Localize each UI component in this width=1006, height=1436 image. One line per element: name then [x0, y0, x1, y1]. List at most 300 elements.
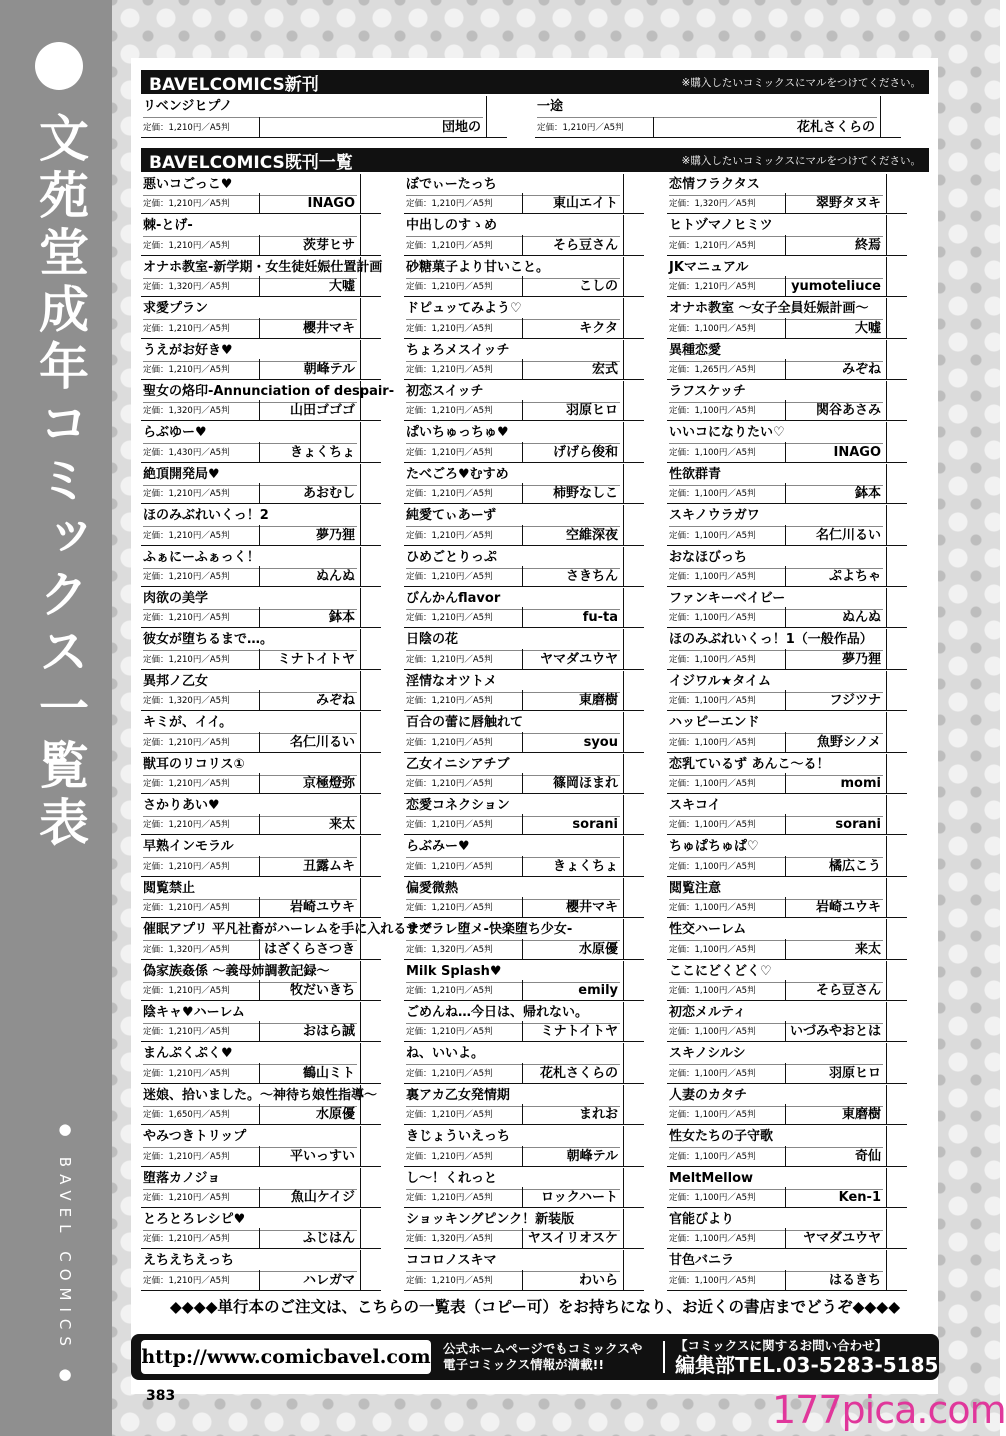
mark-box[interactable] [886, 671, 909, 710]
book-entry [667, 1209, 907, 1249]
book-author: 翠野タヌキ [815, 196, 881, 212]
book-title: 百合の蕾に唇触れて [406, 713, 620, 734]
mark-box[interactable] [360, 795, 383, 834]
price-divider [785, 732, 786, 752]
book-entry [141, 257, 381, 297]
book-entry [141, 878, 381, 918]
book-entry [141, 1168, 381, 1208]
mark-box[interactable] [360, 588, 383, 627]
book-author: いづみやおとは [789, 1024, 881, 1040]
mark-box[interactable] [360, 836, 383, 875]
book-price: 定価：1,265円／A5判 [669, 364, 756, 375]
book-entry [404, 629, 644, 669]
price-divider [259, 690, 260, 710]
list-section-header [141, 148, 929, 172]
book-entry [404, 1085, 644, 1125]
book-entry [404, 919, 644, 959]
book-author: momi [840, 775, 881, 791]
book-entry [404, 1168, 644, 1208]
price-divider [785, 1104, 786, 1124]
book-author: ハレガマ [302, 1272, 355, 1288]
mark-box[interactable] [360, 878, 383, 917]
book-price: 定価：1,210円／A5判 [669, 282, 756, 293]
mark-box[interactable] [360, 257, 383, 296]
book-price: 定価：1,210円／A5判 [406, 1151, 493, 1162]
mark-box[interactable] [623, 1209, 646, 1248]
mark-box[interactable] [623, 671, 646, 710]
book-title: 中出しのすゝめ [406, 216, 620, 237]
price-divider [522, 980, 523, 1000]
mark-box[interactable] [360, 174, 383, 213]
book-title: えちえちえっち [143, 1251, 357, 1272]
book-entry [667, 712, 907, 752]
book-author: きょくちょ [552, 858, 618, 874]
price-divider [259, 1021, 260, 1041]
book-author: 団地の [441, 120, 481, 135]
book-title: 性欲群青 [669, 465, 883, 486]
price-divider [785, 1187, 786, 1207]
price-divider [259, 525, 260, 545]
price-divider [259, 980, 260, 1000]
book-author: みぞね [841, 361, 881, 377]
book-entry [141, 671, 381, 711]
book-price: 定価：1,210円／A5判 [537, 123, 624, 133]
book-price: 定価：1,100円／A5判 [669, 654, 756, 665]
book-price: 定価：1,210円／A5判 [143, 364, 230, 375]
mark-box[interactable] [623, 1168, 646, 1207]
price-divider [785, 318, 786, 338]
book-entry [667, 836, 907, 876]
book-author: 鉢本 [328, 610, 355, 626]
book-title: オナホ教室-新学期・女生徒妊娠仕置計画 [143, 258, 357, 279]
mark-box[interactable] [886, 340, 909, 379]
book-price: 定価：1,210円／A5判 [406, 861, 493, 872]
book-entry [141, 298, 381, 338]
price-divider [522, 1104, 523, 1124]
price-divider [522, 442, 523, 462]
book-title: 偽家族姦係 〜義母姉調教記録〜 [143, 962, 357, 983]
mark-box[interactable] [623, 712, 646, 751]
mark-box[interactable] [360, 1168, 383, 1207]
book-price: 定価：1,100円／A5判 [669, 737, 756, 748]
mark-box[interactable] [886, 257, 909, 296]
mark-box[interactable] [886, 422, 909, 461]
new-section-header [141, 70, 929, 94]
book-entry [404, 547, 644, 587]
book-entry [141, 1209, 381, 1249]
book-title: Milk Splash♥ [406, 962, 620, 983]
mark-box[interactable] [486, 96, 509, 137]
book-author: syou [583, 734, 618, 750]
mark-box[interactable] [623, 257, 646, 296]
mark-box[interactable] [886, 878, 909, 917]
book-author: ふじはん [302, 1231, 355, 1247]
mark-box[interactable] [623, 836, 646, 875]
book-price: 定価：1,210円／A5判 [406, 1068, 493, 1079]
book-author: ぷよちゃ [828, 568, 881, 584]
book-author: 岩崎ユウキ [815, 900, 881, 916]
mark-box[interactable] [886, 754, 909, 793]
book-title: ほのみぶれいくっ！1（一般作品） [669, 630, 883, 651]
book-price: 定価：1,100円／A5判 [669, 944, 756, 955]
book-author: 岩崎ユウキ [289, 900, 355, 916]
order-note: ◆◆◆◆単行本のご注文は、こちらの一覧表（コピー可）をお持ちになり、お近くの書店までどうぞ◆◆◆◆ [169, 1298, 901, 1316]
mark-box[interactable] [360, 1250, 383, 1289]
book-title: らぶゆー♥ [143, 423, 357, 444]
mark-box[interactable] [886, 505, 909, 544]
book-entry [404, 464, 644, 504]
book-title: 絶頂開発局♥ [143, 465, 357, 486]
book-title: 催眠アプリ 平凡社畜がハーレムを手に入れるまで [143, 920, 357, 941]
price-divider [522, 1063, 523, 1083]
book-author: ヤマダユウヤ [539, 651, 618, 667]
book-entry [141, 961, 381, 1001]
mark-box[interactable] [886, 1085, 909, 1124]
book-author: 櫻井マキ [302, 320, 355, 336]
book-author: ヤスイリオスケ [527, 1231, 618, 1247]
price-divider [785, 814, 786, 834]
book-title: 棘-とげ- [143, 216, 357, 237]
price-divider [522, 1021, 523, 1041]
price-divider [522, 690, 523, 710]
book-author: そら豆さん [815, 982, 881, 998]
book-entry [141, 174, 381, 214]
book-title: ふぁにーふぁっく！ [143, 548, 357, 569]
book-price: 定価：1,430円／A5判 [143, 447, 230, 458]
book-price: 定価：1,210円／A5判 [406, 571, 493, 582]
mark-box[interactable] [623, 215, 646, 254]
mark-box[interactable] [623, 422, 646, 461]
book-author: 篠岡ほまれ [552, 775, 618, 791]
book-entry [141, 754, 381, 794]
mark-box[interactable] [886, 629, 909, 668]
book-price: 定価：1,210円／A5判 [143, 737, 230, 748]
mark-box[interactable] [360, 381, 383, 420]
mark-box[interactable] [886, 1250, 909, 1289]
book-author: emily [578, 982, 618, 998]
mark-box[interactable] [360, 505, 383, 544]
book-price: 定価：1,210円／A5判 [406, 282, 493, 293]
book-title: らぶみー♥ [406, 837, 620, 858]
book-title: ひめごとりっぷ [406, 548, 620, 569]
book-price: 定価：1,210円／A5判 [406, 1027, 493, 1038]
book-title: 閲覧注意 [669, 879, 883, 900]
price-divider [785, 1021, 786, 1041]
book-title: 初恋メルティ [669, 1003, 883, 1024]
book-title: サグラレ堕メ-快楽堕ち少女- [406, 920, 620, 941]
book-title: 甘色バニラ [669, 1251, 883, 1272]
book-title: キミが、イイ。 [143, 713, 357, 734]
book-entry [404, 712, 644, 752]
book-author: はるきち [828, 1272, 881, 1288]
mark-box[interactable] [360, 215, 383, 254]
book-author: sorani [572, 817, 618, 833]
book-title: 一途 [537, 97, 877, 118]
book-price: 定価：1,210円／A5判 [143, 654, 230, 665]
mark-box[interactable] [360, 464, 383, 503]
price-divider [785, 980, 786, 1000]
price-divider [785, 1270, 786, 1290]
book-author: 夢乃狸 [315, 527, 355, 543]
price-divider [785, 1063, 786, 1083]
mark-box[interactable] [886, 836, 909, 875]
book-price: 定価：1,210円／A5判 [406, 530, 493, 541]
price-divider [785, 939, 786, 959]
book-price: 定価：1,210円／A5判 [406, 613, 493, 624]
price-divider [522, 566, 523, 586]
book-price: 定価：1,210円／A5判 [143, 1192, 230, 1203]
book-author: 来太 [854, 941, 881, 957]
book-title: ぱいちゅっちゅ♥ [406, 423, 620, 444]
book-price: 定価：1,210円／A5判 [143, 820, 230, 831]
mark-box[interactable] [360, 961, 383, 1000]
mark-box[interactable] [623, 505, 646, 544]
mark-box[interactable] [360, 1085, 383, 1124]
price-divider [259, 1146, 260, 1166]
sidebar-subtitle-text: BAVEL COMICS [56, 1156, 74, 1353]
book-author: 山田ゴゴゴ [289, 403, 355, 419]
mark-box[interactable] [886, 588, 909, 627]
mark-box[interactable] [886, 1209, 909, 1248]
mark-box[interactable] [623, 298, 646, 337]
book-author: 水原優 [578, 941, 618, 957]
book-title: とろとろレシピ♥ [143, 1210, 357, 1231]
mark-box[interactable] [360, 712, 383, 751]
book-title: し〜！くれっと [406, 1169, 620, 1190]
mark-box[interactable] [360, 1209, 383, 1248]
price-divider [259, 1270, 260, 1290]
book-title: やみつきトリップ [143, 1127, 357, 1148]
book-entry [141, 1043, 381, 1083]
book-entry [141, 381, 395, 421]
mark-box[interactable] [886, 547, 909, 586]
book-price: 定価：1,100円／A5判 [669, 1068, 756, 1079]
mark-box[interactable] [886, 174, 909, 213]
book-author: 東磨樹 [578, 693, 618, 709]
book-price: 定価：1,210円／A5判 [406, 406, 493, 417]
book-title: さかりあい♥ [143, 796, 357, 817]
book-title: ちょろメスイッチ [406, 341, 620, 362]
book-author: ロックハート [541, 1189, 618, 1205]
book-author: 牧だいきち [289, 982, 355, 998]
book-title: おなほびっち [669, 548, 883, 569]
book-entry [667, 795, 907, 835]
book-author: まれお [578, 1107, 618, 1123]
mark-box[interactable] [360, 671, 383, 710]
mark-box[interactable] [886, 1126, 909, 1165]
mark-box[interactable] [360, 919, 383, 958]
mark-box[interactable] [880, 96, 903, 137]
book-author: 羽原ヒロ [828, 1065, 881, 1081]
book-entry [667, 174, 907, 214]
book-price: 定価：1,100円／A5判 [669, 323, 756, 334]
book-author: 名仁川るい [289, 734, 355, 750]
price-divider [522, 1146, 523, 1166]
book-price: 定価：1,210円／A5判 [143, 1275, 230, 1286]
footer-divider [663, 1341, 665, 1373]
book-price: 定価：1,320円／A5判 [406, 944, 493, 955]
price-divider [522, 607, 523, 627]
book-entry [667, 257, 907, 297]
book-entry [141, 712, 381, 752]
book-price: 定価：1,100円／A5判 [669, 571, 756, 582]
book-author: フジツナ [829, 693, 881, 709]
book-price: 定価：1,100円／A5判 [669, 1110, 756, 1121]
book-price: 定価：1,210円／A5判 [143, 861, 230, 872]
mark-box[interactable] [886, 1043, 909, 1082]
book-price: 定価：1,210円／A5判 [406, 737, 493, 748]
book-entry [404, 754, 644, 794]
price-divider [259, 1104, 260, 1124]
book-price: 定価：1,100円／A5判 [669, 985, 756, 996]
book-price: 定価：1,100円／A5判 [669, 903, 756, 914]
book-price: 定価：1,210円／A5判 [143, 1027, 230, 1038]
price-divider [785, 359, 786, 379]
mark-box[interactable] [623, 629, 646, 668]
mark-box[interactable] [886, 961, 909, 1000]
mark-box[interactable] [623, 174, 646, 213]
list-section-note: ※購入したいコミックスにマルをつけてください。 [681, 154, 921, 167]
mark-box[interactable] [360, 1043, 383, 1082]
book-author: 宏式 [591, 361, 618, 377]
price-divider [259, 359, 260, 379]
book-title: ココロノスキマ [406, 1251, 620, 1272]
price-divider [785, 276, 786, 296]
book-title: 性交ハーレム [669, 920, 883, 941]
book-author: 平いっすい [289, 1148, 355, 1164]
bullet-top: ● [56, 1120, 74, 1145]
book-title: ぼでぃーたっち [406, 175, 620, 196]
book-entry [404, 795, 644, 835]
mark-box[interactable] [886, 1002, 909, 1041]
book-price: 定価：1,100円／A5判 [669, 861, 756, 872]
price-divider [259, 318, 260, 338]
book-title: 人妻のカタチ [669, 1086, 883, 1107]
book-price: 定価：1,650円／A5判 [143, 1110, 230, 1121]
mark-box[interactable] [886, 298, 909, 337]
mark-box[interactable] [360, 547, 383, 586]
mark-box[interactable] [623, 547, 646, 586]
mark-box[interactable] [886, 1168, 909, 1207]
mark-box[interactable] [360, 422, 383, 461]
book-author: 魚山ケイジ [290, 1189, 355, 1205]
mark-box[interactable] [623, 340, 646, 379]
mark-box[interactable] [623, 588, 646, 627]
mark-box[interactable] [886, 712, 909, 751]
book-title: ラフスケッチ [669, 382, 883, 403]
book-author: 茨芽ヒサ [302, 237, 355, 253]
book-price: 定価：1,320円／A5判 [143, 696, 230, 707]
book-entry [404, 1209, 644, 1249]
book-title: 恋情フラクタス [669, 175, 883, 196]
mark-box[interactable] [360, 1002, 383, 1041]
book-price: 定価：1,100円／A5判 [669, 613, 756, 624]
price-divider [522, 483, 523, 503]
mark-box[interactable] [623, 754, 646, 793]
mark-box[interactable] [623, 1250, 646, 1289]
mark-box[interactable] [360, 298, 383, 337]
book-entry [667, 340, 907, 380]
mark-box[interactable] [886, 215, 909, 254]
book-price: 定価：1,210円／A5判 [143, 240, 230, 251]
book-title: 異邦ノ乙女 [143, 672, 357, 693]
book-title: ね、いいよ。 [406, 1044, 620, 1065]
website-url[interactable]: http://www.comicbavel.com [141, 1340, 431, 1374]
book-author: 柿野なしこ [552, 486, 618, 502]
mark-box[interactable] [623, 381, 646, 420]
mark-box[interactable] [623, 878, 646, 917]
price-divider [522, 525, 523, 545]
book-author: 丑露ムキ [302, 858, 355, 874]
book-price: 定価：1,210円／A5判 [406, 489, 493, 500]
book-entry [141, 422, 381, 462]
book-price: 定価：1,210円／A5判 [406, 820, 493, 831]
book-author: 朝峰テル [303, 361, 355, 377]
price-divider [522, 856, 523, 876]
mark-box[interactable] [886, 795, 909, 834]
book-entry [404, 1002, 644, 1042]
mark-box[interactable] [623, 464, 646, 503]
mark-box[interactable] [360, 1126, 383, 1165]
mark-box[interactable] [886, 919, 909, 958]
mark-box[interactable] [623, 1085, 646, 1124]
book-author: 魚野シノメ [817, 734, 881, 750]
mark-box[interactable] [623, 919, 646, 958]
mark-box[interactable] [886, 381, 909, 420]
mark-box[interactable] [623, 795, 646, 834]
book-entry [667, 671, 907, 711]
price-divider [785, 856, 786, 876]
book-title: うえがお好き♥ [143, 341, 357, 362]
mark-box[interactable] [360, 340, 383, 379]
book-price: 定価：1,100円／A5判 [669, 778, 756, 789]
book-entry [404, 1126, 644, 1166]
mark-box[interactable] [623, 1126, 646, 1165]
price-divider [785, 483, 786, 503]
book-title: 閲覧禁止 [143, 879, 357, 900]
book-price: 定価：1,210円／A5判 [143, 199, 230, 210]
book-author: 終焉 [854, 237, 881, 253]
price-divider [522, 1228, 523, 1248]
mark-box[interactable] [623, 961, 646, 1000]
book-title: 乙女イニシアチブ [406, 755, 620, 776]
price-divider [259, 235, 260, 255]
price-divider [522, 732, 523, 752]
book-price: 定価：1,210円／A5判 [143, 323, 230, 334]
footer-bar [131, 1334, 939, 1380]
book-price: 定価：1,100円／A5判 [669, 530, 756, 541]
book-title: 恋愛コネクション [406, 796, 620, 817]
price-divider [785, 525, 786, 545]
mark-box[interactable] [360, 629, 383, 668]
book-author: 関谷あさみ [815, 403, 881, 419]
mark-box[interactable] [623, 1043, 646, 1082]
book-price: 定価：1,210円／A5判 [143, 985, 230, 996]
mark-box[interactable] [886, 464, 909, 503]
book-author: 来太 [328, 817, 355, 833]
book-entry [667, 629, 907, 669]
book-author: 櫻井マキ [565, 900, 618, 916]
mark-box[interactable] [623, 1002, 646, 1041]
mark-box[interactable] [360, 754, 383, 793]
book-title: JKマニュアル [669, 258, 883, 279]
new-section-title: BAVELCOMICS新刊 [149, 74, 319, 95]
price-divider [785, 400, 786, 420]
price-divider [259, 276, 260, 296]
book-entry [141, 215, 381, 255]
book-entry [667, 215, 907, 255]
book-author: yumoteliuce [791, 279, 881, 295]
